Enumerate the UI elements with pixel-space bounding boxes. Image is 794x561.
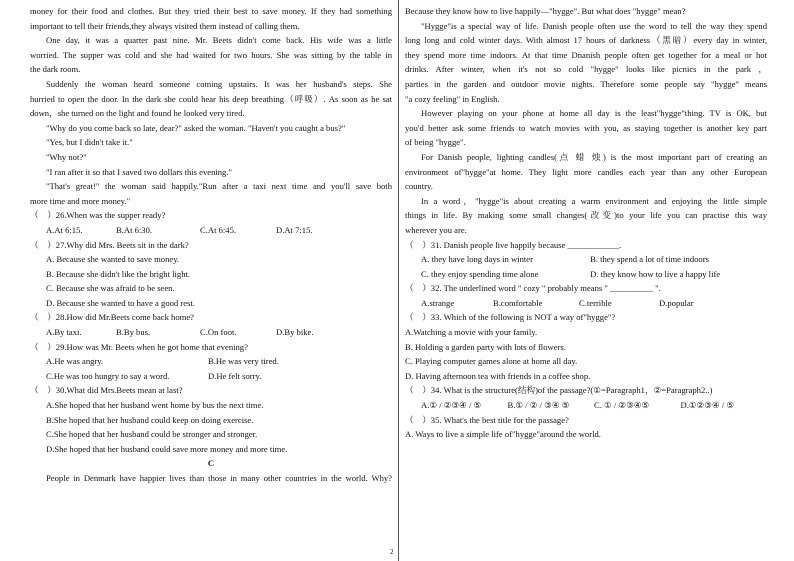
option-row <box>30 354 392 369</box>
text-line: （ ）27.Why did Mrs. Beets sit in the dark? <box>30 239 189 250</box>
answer-option: C.On foot. <box>200 327 237 338</box>
text-line: A. Ways to live a simple life of"hygge"around the world. <box>405 429 601 440</box>
answer-option: B.comfortable <box>493 297 543 308</box>
text-line: environment of"hygge"at home. They light more candles each year than any other European <box>405 166 767 177</box>
text-line: "I ran after it so that I saved two dollars this evening." <box>46 166 233 177</box>
text-line: D.She hoped that her husband could save more money and more time. <box>46 443 288 454</box>
text-line: B. Because she didn't like the bright light. <box>46 268 191 279</box>
text-line: things in life. By making some small changes(改变)to your life you can practise this way <box>405 210 767 221</box>
answer-option: D.①②③④ / ⑤ <box>680 400 735 411</box>
answer-option: D. they know how to live a happy life <box>590 268 721 279</box>
text-line: A.She hoped that her husband went home by bus the next time. <box>46 400 264 411</box>
text-line: A.Watching a movie with your family. <box>405 327 538 338</box>
text-line: D. Having afternoon tea with friends in a coffee shop. <box>405 370 591 381</box>
answer-option: B.By bus. <box>116 327 151 338</box>
text-line: you'd better ask some friends to watch movies with you, as staying together is another key part <box>405 122 767 133</box>
text-line: C. Because she was afraid to be seen. <box>46 283 175 294</box>
answer-option: C.terrible <box>579 297 612 308</box>
text-line: down，she turned on the light and found he looked very tired. <box>30 108 245 119</box>
text-line: "That's great!" the woman said happily."Run after a taxi next time and you'll save both <box>46 181 392 192</box>
text-line: worried. The supper was cold and she had waited for two hours. She was sitting by the table in <box>30 49 392 60</box>
text-line: "Why not?" <box>46 151 87 162</box>
text-line: A. Because she wanted to save money. <box>46 254 180 265</box>
text-line: For Danish people, lighting candles(点 蜡 烛) is the most important part of creating an <box>421 151 767 162</box>
answer-option: D.popular <box>659 297 694 308</box>
answer-option: B.He was very tired. <box>208 356 279 367</box>
right-column <box>405 4 767 442</box>
text-line: country. <box>405 181 433 192</box>
answer-option: C.He was too hungry to say a word. <box>46 370 170 381</box>
text-line: （ ）35. What's the best title for the passage? <box>405 414 569 425</box>
text-line: （ ）30.What did Mrs.Beets mean at last? <box>30 385 183 396</box>
text-line: of being "hygge". <box>405 137 466 148</box>
answer-option: A. they have long days in winter <box>421 254 533 265</box>
answer-option: B.At 6:30. <box>116 224 153 235</box>
answer-option: B. they spend a lot of time indoors <box>590 254 709 265</box>
option-row <box>405 296 767 311</box>
text-line: Because they know how to live happily—"hygge". But what does "hygge" mean? <box>405 6 686 16</box>
text-line: （ ）26.When was the supper ready? <box>30 210 166 221</box>
text-line: （ ）33. Which of the following is NOT a way of"hygge"? <box>405 312 616 323</box>
answer-option: C. they enjoy spending time alone <box>421 268 539 279</box>
text-line: However playing on your phone at home all day is the least"hygge"thing. TV is OK, but <box>421 108 767 119</box>
text-line: One day, it was a quarter past nine. Mr. Beets didn't come back. His wife was a little <box>46 35 392 46</box>
option-row <box>405 252 767 267</box>
option-row <box>405 398 767 413</box>
text-line: （ ）29.How was Mr. Beets when he got home that evening? <box>30 341 248 352</box>
answer-option: D.At 7:15. <box>276 224 313 235</box>
answer-option: A.By taxi. <box>46 327 82 338</box>
text-line: wherever you are. <box>405 224 467 235</box>
text-line: D. Because she wanted to have a good rest. <box>46 297 195 308</box>
text-line: hurried to open the door. In the dark she could hear his deep breathing（呼吸）. As soon as he sat <box>30 93 392 104</box>
page-number: 2 <box>390 548 394 556</box>
text-line: drinks. After winter, when it's not so cold "hygge" looks like picnics in the park ， <box>405 64 767 75</box>
text-line: （ ）28.How did Mr.Beets come back home? <box>30 312 194 323</box>
option-row <box>30 325 392 340</box>
option-row <box>405 267 767 282</box>
text-line: People in Denmark have happier lives than those in many other countries in the world. Why? <box>46 473 392 483</box>
option-row <box>30 369 392 384</box>
text-line: "a cozy feeling" in English. <box>405 93 500 104</box>
answer-option: C.At 6:45. <box>200 224 237 235</box>
text-line: C. Playing computer games alone at home all day. <box>405 356 578 367</box>
answer-option: A.At 6:15. <box>46 224 83 235</box>
text-line: Suddenly the woman heard someone coming upstairs. It was her husband's steps. She <box>46 78 392 89</box>
text-line: parties in the garden and outdoor movie nights. Therefore some people say "hygge" means <box>405 78 767 89</box>
text-line: "Hygge"is a special way of life. Danish people often use the word to tell the way they spend <box>421 20 767 31</box>
answer-option: A.strange <box>421 297 455 308</box>
section-heading: C <box>207 458 215 469</box>
answer-option: A.He was angry. <box>46 356 104 367</box>
text-line: （ ）31. Danish people live happily because ____________. <box>405 239 622 250</box>
text-line: the dark room. <box>30 64 81 75</box>
text-line: money for their food and clothes. But they tried their best to save money. If they had something <box>30 6 392 16</box>
text-line: （ ）32. The underlined word " cozy " probably means " __________ ". <box>405 283 661 294</box>
text-line: important to tell their friends,they always visited them instead of calling them. <box>30 20 300 31</box>
text-line: （ ）34. What is the structure(结构)of the passage?(①=Paragraph1，②=Paragraph2..) <box>405 385 713 396</box>
answer-option: B.① / ② / ③④ ⑤ <box>507 400 570 411</box>
text-line: "Why do you come back so late, dear?" asked the woman. "Haven't you caught a bus?" <box>46 122 346 133</box>
option-row <box>30 223 392 238</box>
text-line: they spend more time indoors. At that time Dnanish people often get together for a meal or hot <box>405 49 767 60</box>
text-line: C.She hoped that her husband could be stronger and stronger. <box>46 429 258 440</box>
answer-option: C. ① / ②③④⑤ <box>594 400 650 411</box>
answer-option: D.He felt sorry. <box>208 370 262 381</box>
left-column <box>30 4 392 486</box>
answer-option: D.By bike. <box>276 327 314 338</box>
text-line: long long and cold winter days. With almost 17 hours of darkness（黑暗）every day in winter, <box>405 35 767 46</box>
answer-option: A.① / ②③④ / ⑤ <box>421 400 482 411</box>
text-line: In a word，"hygge"is about creating a warm environment and enjoying the little simple <box>421 195 767 206</box>
text-line: "Yes, but I didn't take it." <box>46 137 133 148</box>
text-line: B.She hoped that her husband could keep on doing exercise. <box>46 414 254 425</box>
text-line: more time and more money." <box>30 195 131 206</box>
text-line: B. Holding a garden party with lots of flowers. <box>405 341 566 352</box>
column-divider <box>398 0 399 561</box>
